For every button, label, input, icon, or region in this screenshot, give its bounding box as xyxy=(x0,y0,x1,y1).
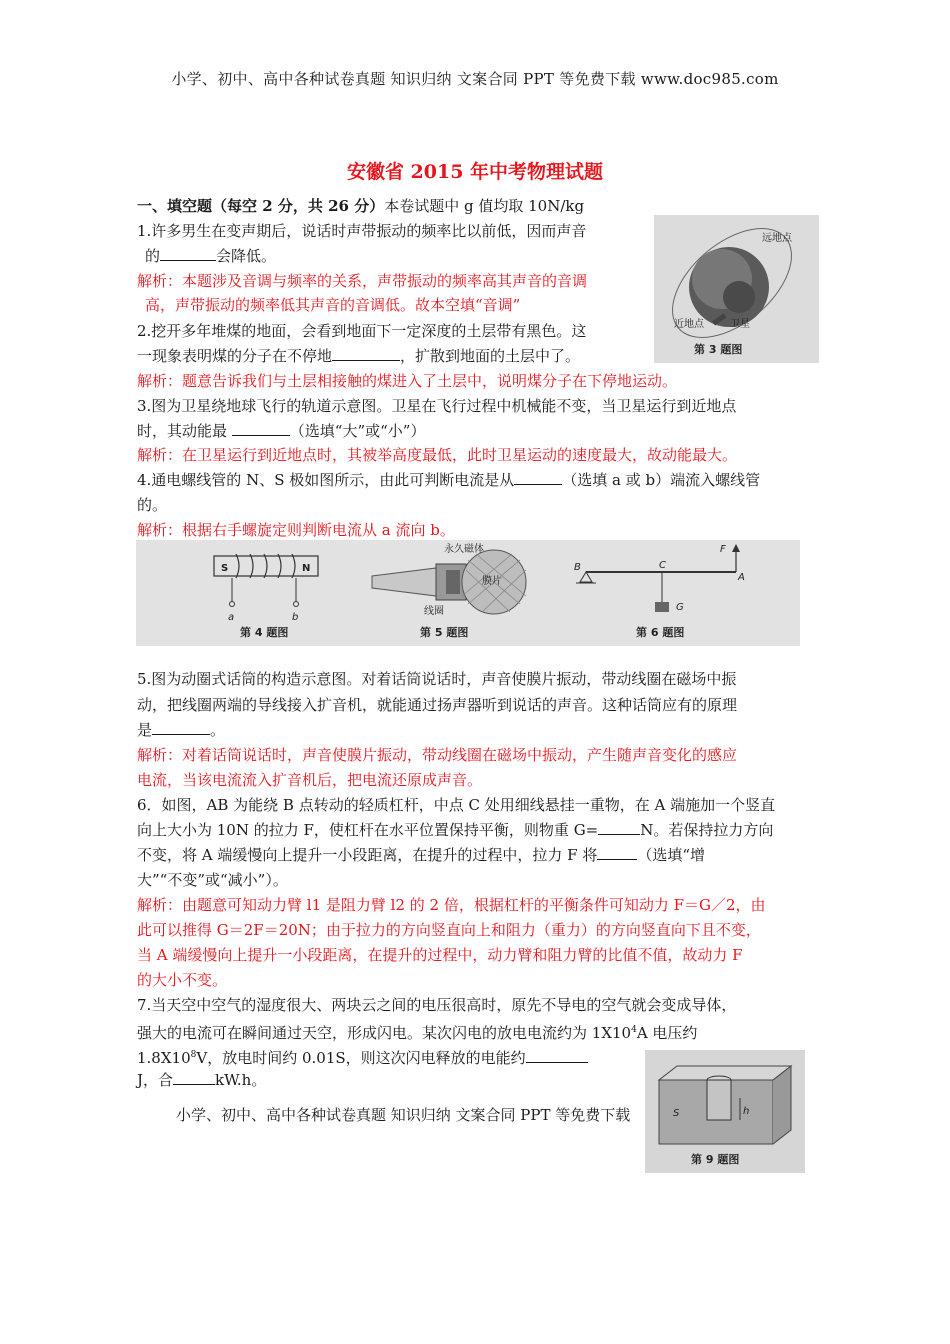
q5-line3 xyxy=(137,719,225,741)
q1-answer-line1: 解析：本题涉及音调与频率的关系，声带振动的频率高其声音的音调 xyxy=(137,272,588,290)
q3-answer-line1: 解析：在卫星运行到近地点时，其被举高度最低，此时卫星运动的速度最大，故动能最大。 xyxy=(137,446,738,464)
fig6-C-label: C xyxy=(659,560,666,571)
q6-text-d: （选填“增 xyxy=(637,846,705,864)
q6-line2 xyxy=(137,819,773,841)
q7-line1: 7.当天空中空气的湿度很大、两块云之间的电压很高时，原先不导电的空气就会变成导体， xyxy=(137,996,737,1014)
solenoid-diagram xyxy=(214,554,318,639)
q4-blank[interactable] xyxy=(514,469,562,485)
q6-line4: 大”“不变”或“减小”）。 xyxy=(137,871,288,889)
q3-line2 xyxy=(137,420,425,442)
fig3-caption: 第 3 题图 xyxy=(694,343,743,356)
q7-text-d: V，放电时间约 0.01S，则这次闪电释放的电能约 xyxy=(196,1049,526,1067)
q7-line4 xyxy=(137,1069,266,1091)
figure-456-drawing xyxy=(136,540,800,646)
q5-line1: 5.图为动圈式话筒的构造示意图。对着话筒说话时，声音使膜片振动，带动线圈在磁场中振 xyxy=(137,670,737,688)
q6-answer-line1: 解析：由题意可知动力臂 l1 是阻力臂 l2 的 2 倍，根据杠杆的平衡条件可知动力 F＝G／2，由 xyxy=(137,896,766,914)
q1-blank[interactable] xyxy=(160,245,216,261)
q6-text-a: 向上大小为 10N 的拉力 F，使杠杆在水平位置保持平衡，则物重 G= xyxy=(137,821,599,839)
q4-text-a: 4.通电螺线管的 N、S 极如图所示，由此可判断电流是从 xyxy=(137,471,515,489)
fig4-a-label: a xyxy=(228,612,235,623)
page-title: 安徽省 2015 年中考物理试题 xyxy=(346,161,604,183)
fig6-B-label: B xyxy=(574,562,581,573)
q6-text-c: 不变，将 A 端缓慢向上提升一小段距离，在提升的过程中，拉力 F 将 xyxy=(137,846,598,864)
figure-4-5-6 xyxy=(136,540,800,646)
microphone-diagram xyxy=(372,542,526,639)
fig6-F-label: F xyxy=(720,544,726,555)
q7-text-b: A 电压约 xyxy=(636,1024,698,1042)
q7-sup-2: 8 xyxy=(190,1050,197,1060)
q5-blank[interactable] xyxy=(152,719,210,735)
fig3-far-label: 远地点 xyxy=(762,233,792,244)
q5-text-a: 是 xyxy=(137,721,153,739)
fig9-S-label: S xyxy=(673,1108,680,1119)
fig5-magnet-label: 永久磁体 xyxy=(444,544,484,555)
figure-3 xyxy=(654,215,819,363)
section-note: 本卷试题中 g 值均取 10N/kg xyxy=(384,197,585,215)
q3-line1: 3.图为卫星绕地球飞行的轨道示意图。卫星在飞行过程中机械能不变，当卫星运行到近地点 xyxy=(137,397,737,415)
fig5-film-label: 膜片 xyxy=(482,576,502,587)
q2-blank[interactable] xyxy=(332,345,400,361)
q4-line1 xyxy=(137,469,760,491)
q4-text-b: （选填 a 或 b）端流入螺线管 xyxy=(562,471,761,489)
q5-line2: 动，把线圈两端的导线接入扩音机，就能通过扬声器听到说话的声音。这种话筒应有的原理 xyxy=(137,696,738,714)
q4-answer-line1: 解析：根据右手螺旋定则判断电流从 a 流向 b。 xyxy=(137,521,455,539)
q3-text-b: （选填“大”或“小”） xyxy=(289,422,426,440)
q6-line3 xyxy=(137,844,705,866)
fig4-n-label: N xyxy=(302,563,311,574)
q2-text-a: 一现象表明煤的分子在不停地 xyxy=(137,347,333,365)
q7-sup-1: 4 xyxy=(631,1025,637,1035)
fig5-caption: 第 5 题图 xyxy=(420,626,469,639)
fig6-A-label: A xyxy=(738,572,745,583)
page-header: 小学、初中、高中各种试卷真题 知识归纳 文案合同 PPT 等免费下载 www.doc985.com xyxy=(171,70,779,88)
q6-text-b: N。若保持拉力方向 xyxy=(640,821,774,839)
fig4-caption: 第 4 题图 xyxy=(240,626,289,639)
q7-text-f: kW.h。 xyxy=(215,1071,267,1089)
q7-text-e: J，合 xyxy=(137,1071,174,1089)
figure-9-drawing xyxy=(645,1050,805,1173)
q5-answer-line1: 解析：对着话筒说话时，声音使膜片振动，带动线圈在磁场中振动，产生随声音变化的感应 xyxy=(137,746,738,764)
fig9-h-label: h xyxy=(743,1106,750,1117)
q1-answer-line2: 高，声带振动的频率低其声音的音调低。故本空填“音调” xyxy=(145,296,521,314)
fig4-b-label: b xyxy=(292,612,299,623)
figure-9 xyxy=(645,1050,805,1173)
fig6-G-label: G xyxy=(676,602,684,613)
fig9-caption: 第 9 题图 xyxy=(691,1153,740,1166)
fig4-s-label: S xyxy=(221,563,229,574)
q7-text-c: 1.8X10 xyxy=(137,1049,191,1067)
q3-text-a: 时，其动能最 xyxy=(137,422,228,440)
fig5-coil-label: 线圈 xyxy=(424,606,444,617)
q7-blank-1[interactable] xyxy=(526,1047,588,1063)
q6-answer-line4: 的大小不变。 xyxy=(137,971,228,989)
q1-line1: 1.许多男生在变声期后，说话时声带振动的频率比以前低，因而声音 xyxy=(137,222,587,240)
q6-answer-line3: 当 A 端缓慢向上提升一小段距离，在提升的过程中，动力臂和阻力臂的比值不值，故动力 F xyxy=(137,946,743,964)
q6-line1: 6．如图，AB 为能绕 B 点转动的轻质杠杆，中点 C 处用细线悬挂一重物，在 A 端施加一个竖直 xyxy=(137,796,776,814)
q7-blank-2[interactable] xyxy=(173,1069,215,1085)
fig3-sat-label: 卫星 xyxy=(730,319,750,330)
figure-3-drawing xyxy=(654,215,819,363)
q6-answer-line2: 此可以推得 G＝2F＝20N；由于拉力的方向竖直向上和阻力（重力）的方向竖直向下且不变， xyxy=(137,921,761,939)
q2-line2 xyxy=(137,345,580,367)
q5-text-b: 。 xyxy=(210,721,226,739)
q2-text-b: ，扩散到地面的土层中了。 xyxy=(400,347,581,365)
q4-line2: 的。 xyxy=(137,496,168,514)
q2-answer-line1: 解析：题意告诉我们与土层相接触的煤进入了土层中，说明煤分子在下停地运动。 xyxy=(137,372,678,390)
q7-text-a: 强大的电流可在瞬间通过天空，形成闪电。某次闪电的放电电流约为 1X10 xyxy=(137,1024,632,1042)
q1-text-b: 会降低。 xyxy=(216,247,277,265)
q2-line1: 2.挖开多年堆煤的地面，会看到地面下一定深度的土层带有黑色。这 xyxy=(137,322,587,340)
section-heading-line xyxy=(137,195,584,217)
section-heading: 一、填空题（每空 2 分，共 26 分） xyxy=(137,197,385,215)
page-footer: 小学、初中、高中各种试卷真题 知识归纳 文案合同 PPT 等免费下载 xyxy=(176,1106,631,1124)
lever-diagram xyxy=(574,544,745,639)
q7-line3 xyxy=(137,1044,588,1069)
q1-text-a: 的 xyxy=(145,247,161,265)
q6-blank-1[interactable] xyxy=(598,819,640,835)
q3-blank[interactable] xyxy=(232,420,290,436)
fig3-near-label: 近地点 xyxy=(674,319,704,330)
q7-line2 xyxy=(137,1019,697,1044)
fig6-caption: 第 6 题图 xyxy=(636,626,685,639)
q5-answer-line2: 电流，当该电流流入扩音机后，把电流还原成声音。 xyxy=(137,771,483,789)
q1-line2 xyxy=(145,245,276,267)
q6-blank-2[interactable] xyxy=(597,844,637,860)
